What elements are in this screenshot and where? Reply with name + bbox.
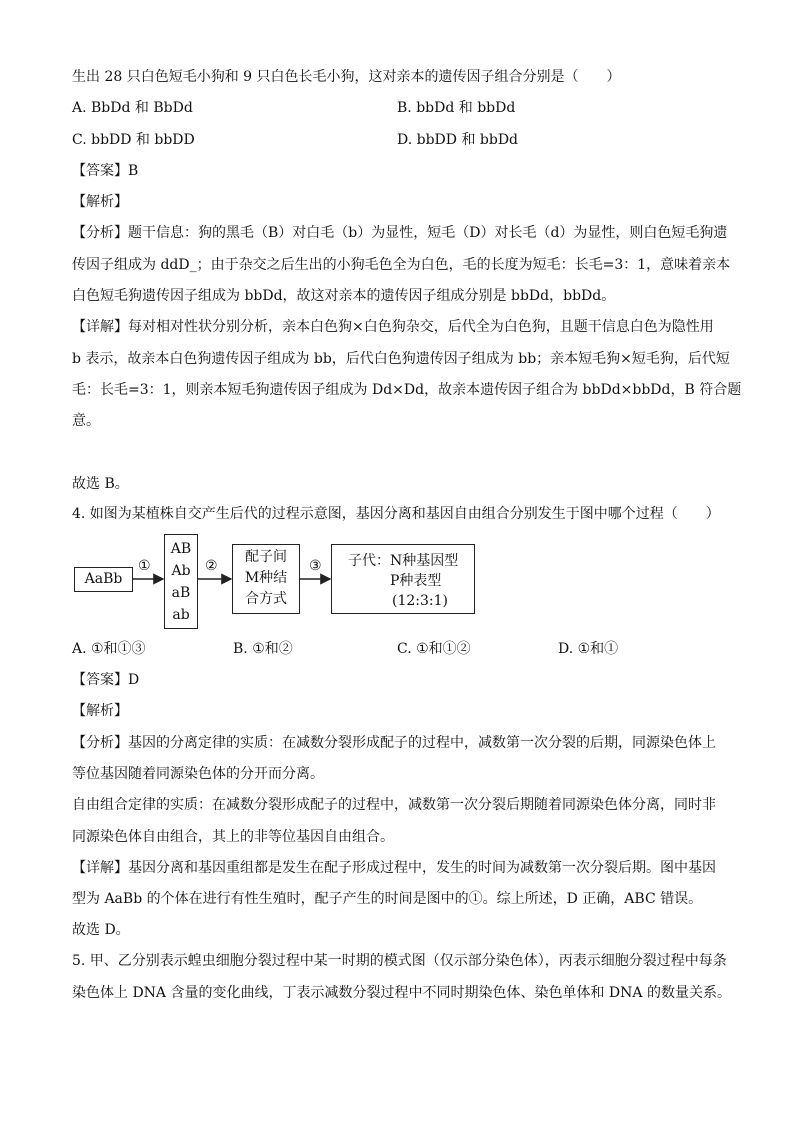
q4-option-c: C. ①和①② bbox=[397, 641, 471, 657]
offspring-genotypes: 子代：N种基因型 bbox=[348, 553, 459, 569]
q3-option-d: D. bbDD 和 bbDd bbox=[397, 132, 519, 148]
q4-fenxi-line-1: 【分析】基因的分离定律的实质：在减数分裂形成配子的过程中，减数第一次分裂的后期，同源染色体上 bbox=[72, 735, 716, 751]
q3-answer: 【答案】B bbox=[72, 163, 139, 179]
gamete-ab-1: AB bbox=[170, 541, 192, 557]
q4-fenxi-line-2: 等位基因随着同源染色体的分开而分离。 bbox=[72, 766, 324, 782]
q3-option-b: B. bbDd 和 bbDd bbox=[397, 100, 516, 116]
offspring-phenotypes: P种表型 bbox=[390, 573, 442, 589]
q5-stem-line-1: 5. 甲、乙分别表示蝗虫细胞分裂过程中某一时期的模式图（仅示部分染色体），丙表示细胞分裂过程中每条 bbox=[72, 953, 727, 969]
combination-line-1: 配子间 bbox=[245, 549, 287, 565]
q4-answer: 【答案】D bbox=[72, 672, 140, 688]
offspring-box bbox=[331, 544, 475, 614]
combination-line-3: 合方式 bbox=[245, 591, 287, 607]
q3-option-a: A. BbDd 和 BbDd bbox=[72, 100, 193, 116]
q4-free-combination-line-2: 同源染色体自由组合，其上的非等位基因自由组合。 bbox=[72, 829, 394, 845]
step-1-label: ① bbox=[138, 558, 151, 574]
gamete-ab-3: aB bbox=[171, 585, 191, 601]
q4-option-b: B. ①和② bbox=[233, 641, 293, 657]
q3-fenxi-line-1: 【分析】题干信息：狗的黑毛（B）对白毛（b）为显性，短毛（D）对长毛（d）为显性，则白色短毛狗遗 bbox=[72, 225, 728, 241]
combination-line-2: M种结 bbox=[244, 570, 288, 586]
q3-choose: 故选 B。 bbox=[72, 476, 129, 492]
step-3-label: ③ bbox=[309, 558, 322, 574]
q3-fenxi-line-2: 传因子组成为 ddD_；由于杂交之后生出的小狗毛色全为白色，毛的长度为短毛：长毛=3：1，意味着亲本 bbox=[72, 257, 731, 273]
q4-detail-line-1: 【详解】基因分离和基因重组都是发生在配子形成过程中，发生的时间为减数第一次分裂后期。图中基因 bbox=[72, 860, 716, 876]
q3-stem-tail: 生出 28 只白色短毛小狗和 9 只白色长毛小狗，这对亲本的遗传因子组合分别是（ ） bbox=[72, 69, 621, 85]
parent-genotype-box bbox=[74, 567, 133, 592]
step-2-label: ② bbox=[205, 558, 218, 574]
q3-detail-line-4: 意。 bbox=[72, 413, 100, 429]
gametes-box bbox=[164, 534, 198, 629]
gamete-ab-2: Ab bbox=[171, 563, 191, 579]
q4-choose: 故选 D。 bbox=[72, 922, 130, 938]
q3-detail-line-2: b 表示，故亲本白色狗遗传因子组成为 bb，后代白色狗遗传因子组成为 bb；亲本短毛狗×短毛狗，后代短 bbox=[72, 351, 730, 367]
q3-detail-line-1: 【详解】每对相对性状分别分析，亲本白色狗×白色狗杂交，后代全为白色狗，且题干信息白色为隐性用 bbox=[72, 319, 714, 335]
gamete-ab-4: ab bbox=[172, 607, 190, 623]
q4-free-combination-line-1: 自由组合定律的实质：在减数分裂形成配子的过程中，减数第一次分裂后期随着同源染色体分离，同时非 bbox=[72, 797, 716, 813]
q3-option-c: C. bbDD 和 bbDD bbox=[72, 132, 195, 148]
q4-analysis-heading: 【解析】 bbox=[72, 703, 128, 719]
q4-option-d: D. ①和① bbox=[558, 641, 619, 657]
combination-box bbox=[232, 544, 300, 614]
q4-stem: 4. 如图为某植株自交产生后代的过程示意图，基因分离和基因自由组合分别发生于图中哪个过程（ ） bbox=[72, 506, 720, 522]
q4-option-a: A. ①和①③ bbox=[72, 641, 146, 657]
q3-analysis-heading: 【解析】 bbox=[72, 194, 128, 210]
offspring-ratio: (12:3:1) bbox=[392, 593, 448, 609]
q3-fenxi-line-3: 白色短毛狗遗传因子组成为 bbDd，故这对亲本的遗传因子组成分别是 bbDd，bbDd。 bbox=[72, 288, 616, 304]
parent-genotype: AaBb bbox=[84, 571, 123, 587]
q4-detail-line-2: 型为 AaBb 的个体在进行有性生殖时，配子产生的时间是图中的①。综上所述，D 正确，ABC 错误。 bbox=[72, 891, 703, 907]
q3-detail-line-3: 毛：长毛=3：1，则亲本短毛狗遗传因子组成为 Dd×Dd，故亲本遗传因子组合为 bbDd×bbDd，B 符合题 bbox=[72, 382, 742, 398]
q5-stem-line-2: 染色体上 DNA 含量的变化曲线，丁表示减数分裂过程中不同时期染色体、染色单体和 DNA 的数量关系。 bbox=[72, 985, 731, 1001]
